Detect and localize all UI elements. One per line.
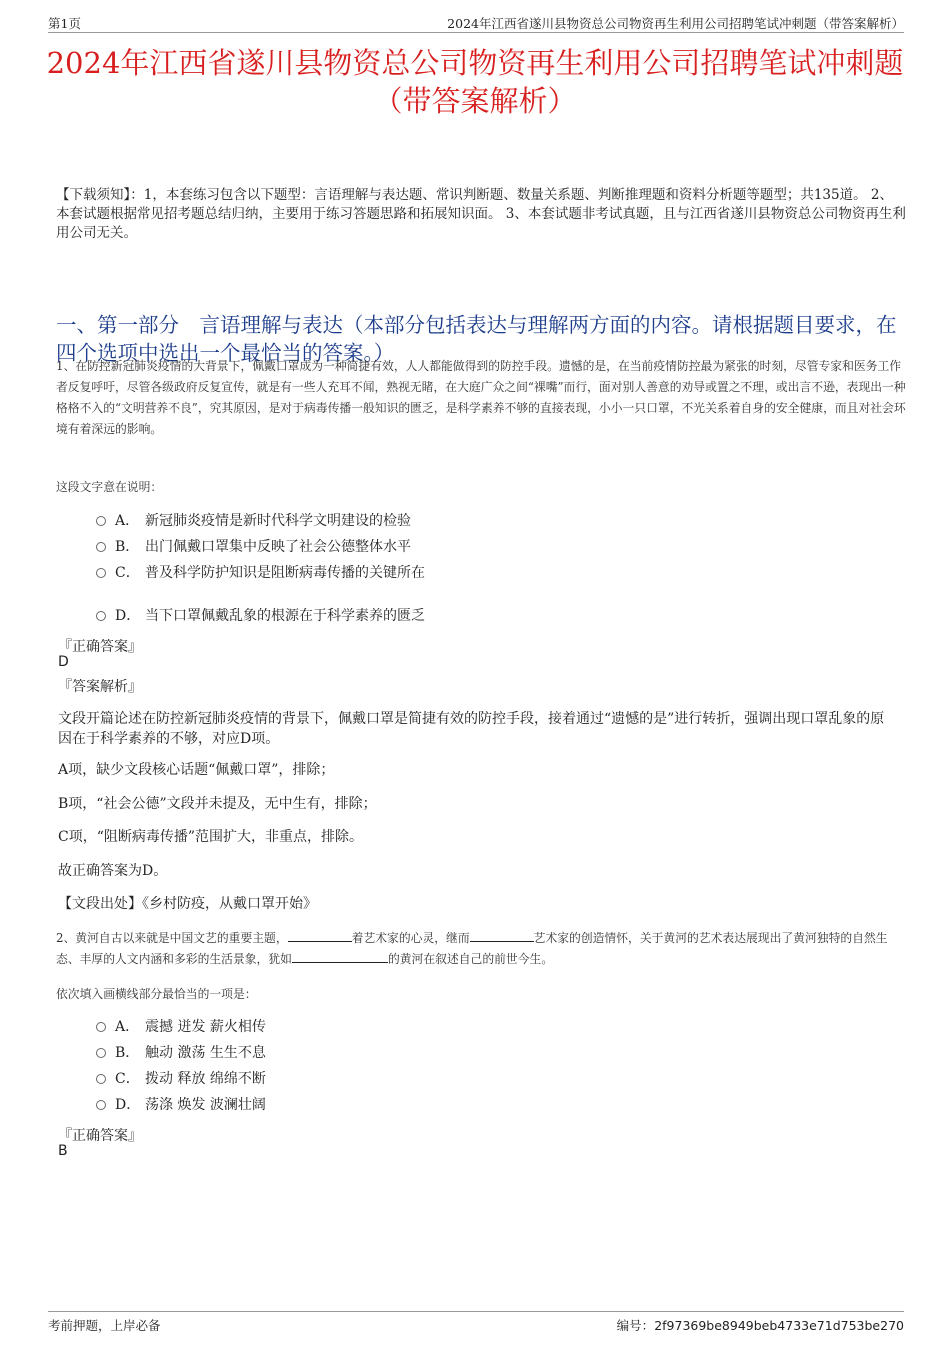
q1-option-d[interactable]: D． 当下口罩佩戴乱象的根源在于科学素养的匮乏 [96, 606, 425, 626]
q1-prompt: 这段文字意在说明： [56, 480, 163, 494]
blank-2 [470, 929, 534, 942]
page-header [48, 14, 904, 33]
footer-slogan: 考前押题，上岸必备 [48, 1318, 161, 1333]
document-title: 2024年江西省遂川县物资总公司物资再生利用公司招聘笔试冲刺题（带答案解析） [46, 46, 904, 118]
radio-icon[interactable] [96, 516, 106, 526]
radio-icon[interactable] [96, 542, 106, 552]
download-notice: 【下载须知】：1，本套练习包含以下题型：言语理解与表达题、常识判断题、数量关系题、判断推理题和资料分析题等题型；共135道。 2、本套试题根据常见招考题总结归纳，主要用于练习答题思路和拓展知识面。 3、本套试题非考试真题，且与江西省遂川县物资总公司物资再生利用公司无关。 [56, 187, 906, 241]
header-doc-title: 2024年江西省遂川县物资总公司物资再生利用公司招聘笔试冲刺题（带答案解析） [447, 16, 904, 31]
q1-analysis-c: C项，“阻断病毒传播”范围扩大，非重点，排除。 [58, 829, 364, 845]
q2-prompt: 依次填入画横线部分最恰当的一项是： [56, 987, 257, 1001]
q1-answer: D [58, 654, 69, 670]
q1-option-a[interactable]: A． 新冠肺炎疫情是新时代科学文明建设的检验 [96, 511, 411, 531]
radio-icon[interactable] [96, 1100, 106, 1110]
q1-option-b[interactable]: B． 出门佩戴口罩集中反映了社会公德整体水平 [96, 537, 411, 557]
q1-answer-label: 『正确答案』 [58, 639, 142, 655]
q2-answer-label: 『正确答案』 [58, 1128, 142, 1144]
blank-1 [288, 929, 352, 942]
q2-option-b[interactable]: B． 触动 激荡 生生不息 [96, 1043, 266, 1063]
q2-answer: B [58, 1143, 68, 1159]
q2-option-a[interactable]: A． 震撼 迸发 薪火相传 [96, 1017, 266, 1037]
q1-source: 【文段出处】《乡村防疫，从戴口罩开始》 [58, 896, 317, 912]
q1-analysis-b: B项，“社会公德”文段并未提及，无中生有，排除； [58, 796, 377, 812]
radio-icon[interactable] [96, 1048, 106, 1058]
radio-icon[interactable] [96, 1022, 106, 1032]
q2-option-d[interactable]: D． 荡涤 焕发 波澜壮阔 [96, 1095, 266, 1115]
q2-passage: 2、黄河自古以来就是中国文艺的重要主题， 着艺术家的心灵，继而 艺术家的创造情怀，关于黄河的艺术表达展现出了黄河独特的自然生态、丰厚的人文内涵和多彩的生活景象，犹如 的黄河在叙述自己的前世今生。 [56, 931, 888, 966]
page-footer [48, 1311, 904, 1334]
q1-analysis-conclusion: 故正确答案为D。 [58, 863, 168, 879]
radio-icon[interactable] [96, 568, 106, 578]
q1-option-c[interactable]: C． 普及科学防护知识是阻断病毒传播的关键所在 [96, 563, 425, 583]
q2-option-c[interactable]: C． 拨动 释放 绵绵不断 [96, 1069, 266, 1089]
q1-analysis-a: A项，缺少文段核心话题“佩戴口罩”，排除； [58, 762, 335, 778]
blank-3 [292, 950, 388, 963]
radio-icon[interactable] [96, 611, 106, 621]
section-title: 一、第一部分 言语理解与表达（本部分包括表达与理解两方面的内容。请根据题目要求，在四个选项中选出一个最恰当的答案。） [56, 313, 897, 365]
page-number: 第1页 [48, 16, 81, 31]
q1-passage: 1、在防控新冠肺炎疫情的大背景下，佩戴口罩成为一种简捷有效，人人都能做得到的防控手段。遗憾的是，在当前疫情防控最为紧张的时刻，尽管专家和医务工作者反复呼吁，尽管各级政府反复宣传，就是有一些人充耳不闻，熟视无睹，在大庭广众之间“裸嘴”而行，面对别人善意的劝导或置之不理，或出言不逊，表现出一种格格不入的“文明营养不良”，究其原因，是对于病毒传播一般知识的匮乏，是科学素养不够的直接表现，小小一只口罩，不光关系着自身的安全健康，而且对社会环境有着深远的影响。 [56, 359, 906, 436]
footer-code: 编号：2f97369be8949beb4733e71d753be270 [616, 1318, 904, 1333]
q1-analysis-label: 『答案解析』 [58, 679, 142, 695]
q1-analysis-main: 文段开篇论述在防控新冠肺炎疫情的背景下，佩戴口罩是简捷有效的防控手段，接着通过“遗憾的是”进行转折，强调出现口罩乱象的原因在于科学素养的不够，对应D项。 [58, 711, 885, 747]
radio-icon[interactable] [96, 1074, 106, 1084]
